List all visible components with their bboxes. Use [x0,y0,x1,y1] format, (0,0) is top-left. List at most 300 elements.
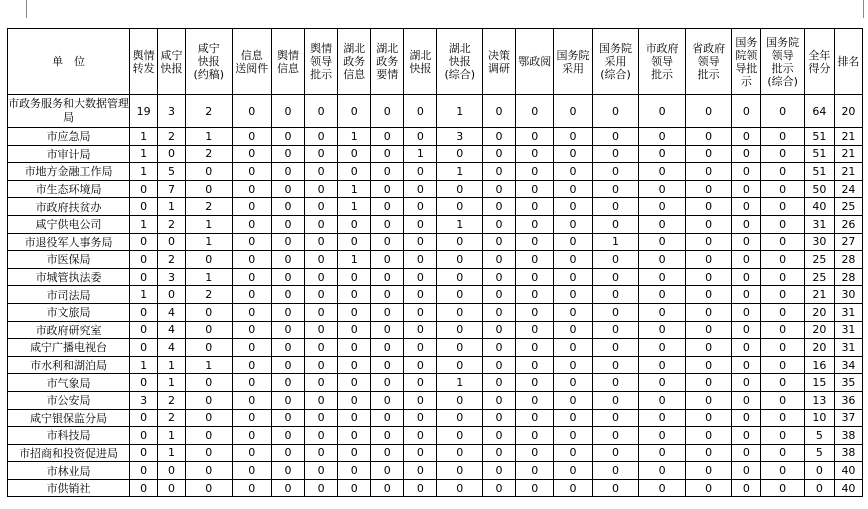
value-cell: 0 [305,303,338,321]
value-cell: 0 [761,479,804,497]
value-cell: 0 [516,145,554,163]
value-cell: 4 [158,303,186,321]
value-cell: 0 [437,286,483,304]
value-cell: 0 [804,479,834,497]
value-cell: 0 [554,268,592,286]
value-cell: 0 [271,145,304,163]
value-cell: 19 [130,95,158,128]
value-cell: 0 [483,145,516,163]
value-cell: 0 [437,180,483,198]
value-cell: 0 [639,233,686,251]
table-row [8,215,863,233]
value-cell: 0 [130,180,158,198]
value-cell: 0 [592,462,639,480]
value-cell: 0 [305,462,338,480]
value-cell: 0 [732,427,761,445]
value-cell: 0 [404,321,437,339]
value-cell: 0 [639,339,686,357]
value-cell: 1 [158,444,186,462]
value-cell: 0 [761,145,804,163]
value-cell: 13 [804,391,834,409]
value-cell: 0 [305,268,338,286]
value-cell: 0 [158,286,186,304]
value-cell: 0 [338,462,371,480]
value-cell: 0 [554,128,592,146]
table-row [8,479,863,497]
value-cell: 0 [761,215,804,233]
value-cell: 5 [158,163,186,181]
value-cell: 0 [554,391,592,409]
value-cell: 0 [639,479,686,497]
value-cell: 50 [804,180,834,198]
value-cell: 0 [761,356,804,374]
value-cell: 0 [338,95,371,128]
value-cell: 0 [271,479,304,497]
value-cell: 0 [554,462,592,480]
value-cell: 0 [271,286,304,304]
value-cell: 1 [186,215,233,233]
value-cell: 0 [732,251,761,269]
value-cell: 0 [371,268,404,286]
value-cell: 0 [338,145,371,163]
value-cell: 0 [437,409,483,427]
value-cell: 0 [761,163,804,181]
value-cell: 0 [685,215,732,233]
value-cell: 0 [404,286,437,304]
value-cell: 1 [338,128,371,146]
unit-name-cell: 市城管执法委 [8,268,130,286]
table-row [8,251,863,269]
value-cell: 0 [761,339,804,357]
value-cell: 0 [130,251,158,269]
value-cell: 0 [130,321,158,339]
value-cell: 1 [437,163,483,181]
value-cell: 0 [554,198,592,216]
value-cell: 0 [554,356,592,374]
table-row [8,444,863,462]
value-cell: 1 [437,95,483,128]
value-cell: 0 [685,462,732,480]
value-cell: 0 [732,479,761,497]
column-header: 湖北 政务 要情 [371,29,404,95]
value-cell: 0 [232,303,271,321]
unit-name-cell: 市文旅局 [8,303,130,321]
value-cell: 1 [437,374,483,392]
value-cell: 0 [305,479,338,497]
value-cell: 0 [158,462,186,480]
table-row [8,163,863,181]
value-cell: 0 [338,215,371,233]
table-row [8,356,863,374]
value-cell: 0 [592,427,639,445]
value-cell: 2 [158,409,186,427]
value-cell: 0 [516,409,554,427]
value-cell: 0 [554,251,592,269]
value-cell: 0 [685,286,732,304]
value-cell: 0 [305,356,338,374]
value-cell: 31 [834,339,862,357]
value-cell: 7 [158,180,186,198]
value-cell: 0 [186,391,233,409]
value-cell: 1 [404,145,437,163]
value-cell: 0 [554,444,592,462]
value-cell: 0 [516,180,554,198]
value-cell: 0 [271,427,304,445]
value-cell: 27 [834,233,862,251]
value-cell: 37 [834,409,862,427]
value-cell: 0 [761,286,804,304]
value-cell: 0 [592,479,639,497]
value-cell: 2 [158,128,186,146]
value-cell: 0 [305,95,338,128]
column-header: 国务院 采用 [554,29,592,95]
value-cell: 0 [483,286,516,304]
value-cell: 0 [592,444,639,462]
value-cell: 1 [158,374,186,392]
value-cell: 0 [761,251,804,269]
column-header: 舆情 信息 [271,29,304,95]
value-cell: 1 [186,356,233,374]
value-cell: 0 [592,251,639,269]
value-cell: 0 [371,128,404,146]
table-row [8,198,863,216]
value-cell: 0 [732,374,761,392]
value-cell: 0 [338,479,371,497]
table-row [8,427,863,445]
value-cell: 21 [834,145,862,163]
value-cell: 0 [305,251,338,269]
value-cell: 0 [371,409,404,427]
value-cell: 0 [554,145,592,163]
value-cell: 0 [338,391,371,409]
value-cell: 0 [232,180,271,198]
value-cell: 0 [516,321,554,339]
value-cell: 0 [232,356,271,374]
table-row [8,391,863,409]
value-cell: 0 [639,391,686,409]
value-cell: 0 [516,198,554,216]
value-cell: 0 [404,180,437,198]
unit-name-cell: 市公安局 [8,391,130,409]
value-cell: 0 [483,303,516,321]
value-cell: 1 [437,215,483,233]
value-cell: 0 [554,479,592,497]
value-cell: 3 [437,128,483,146]
column-header: 湖北 政务 信息 [338,29,371,95]
value-cell: 0 [685,391,732,409]
value-cell: 0 [804,462,834,480]
value-cell: 20 [804,303,834,321]
value-cell: 0 [554,321,592,339]
column-header: 舆情 转发 [130,29,158,95]
value-cell: 0 [685,427,732,445]
value-cell: 0 [592,286,639,304]
header-row [8,29,863,95]
value-cell: 0 [483,180,516,198]
value-cell: 31 [834,321,862,339]
value-cell: 0 [338,233,371,251]
value-cell: 0 [732,303,761,321]
value-cell: 0 [483,374,516,392]
value-cell: 0 [371,427,404,445]
value-cell: 0 [371,251,404,269]
value-cell: 0 [338,409,371,427]
value-cell: 0 [437,233,483,251]
value-cell: 0 [186,462,233,480]
value-cell: 0 [761,233,804,251]
value-cell: 0 [554,233,592,251]
value-cell: 0 [639,251,686,269]
value-cell: 0 [271,180,304,198]
value-cell: 0 [371,321,404,339]
value-cell: 0 [404,303,437,321]
value-cell: 2 [158,391,186,409]
value-cell: 0 [483,163,516,181]
value-cell: 51 [804,163,834,181]
unit-name-cell: 市应急局 [8,128,130,146]
value-cell: 0 [271,391,304,409]
value-cell: 0 [685,321,732,339]
column-header: 信息 送阅件 [232,29,271,95]
value-cell: 0 [371,215,404,233]
table-row [8,268,863,286]
value-cell: 0 [761,321,804,339]
value-cell: 1 [338,251,371,269]
value-cell: 0 [437,321,483,339]
value-cell: 0 [371,444,404,462]
value-cell: 0 [639,444,686,462]
page-margin-mark-right [863,0,864,18]
value-cell: 31 [834,303,862,321]
value-cell: 0 [338,427,371,445]
value-cell: 1 [130,215,158,233]
value-cell: 1 [130,356,158,374]
value-cell: 0 [371,286,404,304]
value-cell: 0 [338,268,371,286]
value-cell: 5 [804,444,834,462]
value-cell: 0 [732,180,761,198]
value-cell: 0 [592,128,639,146]
value-cell: 0 [271,268,304,286]
value-cell: 0 [685,198,732,216]
table-row [8,462,863,480]
value-cell: 0 [483,356,516,374]
value-cell: 0 [592,163,639,181]
column-header: 咸宁 快报 [158,29,186,95]
value-cell: 1 [186,268,233,286]
value-cell: 40 [834,462,862,480]
value-cell: 0 [554,409,592,427]
value-cell: 0 [371,479,404,497]
value-cell: 0 [685,233,732,251]
value-cell: 0 [232,444,271,462]
value-cell: 0 [516,233,554,251]
value-cell: 0 [761,128,804,146]
value-cell: 0 [305,145,338,163]
value-cell: 26 [834,215,862,233]
value-cell: 0 [516,251,554,269]
value-cell: 0 [232,95,271,128]
value-cell: 51 [804,128,834,146]
column-header: 国务院 领导 批示 (综合) [761,29,804,95]
value-cell: 0 [761,303,804,321]
value-cell: 0 [732,391,761,409]
value-cell: 0 [483,427,516,445]
value-cell: 1 [338,198,371,216]
value-cell: 0 [232,321,271,339]
value-cell: 0 [130,462,158,480]
value-cell: 36 [834,391,862,409]
value-cell: 0 [186,339,233,357]
value-cell: 0 [271,444,304,462]
value-cell: 25 [804,268,834,286]
value-cell: 2 [186,286,233,304]
value-cell: 10 [804,409,834,427]
value-cell: 0 [232,145,271,163]
value-cell: 0 [371,145,404,163]
unit-name-cell: 市政府扶贫办 [8,198,130,216]
value-cell: 38 [834,427,862,445]
value-cell: 0 [483,391,516,409]
column-header: 鄂政阅 [516,29,554,95]
value-cell: 1 [130,128,158,146]
value-cell: 1 [130,163,158,181]
value-cell: 0 [271,321,304,339]
value-cell: 0 [305,374,338,392]
value-cell: 51 [804,145,834,163]
value-cell: 0 [554,427,592,445]
value-cell: 0 [483,251,516,269]
value-cell: 0 [639,374,686,392]
value-cell: 0 [685,339,732,357]
column-header: 单 位 [8,29,130,95]
value-cell: 0 [761,374,804,392]
value-cell: 0 [305,321,338,339]
value-cell: 0 [685,95,732,128]
value-cell: 3 [158,268,186,286]
value-cell: 0 [639,286,686,304]
value-cell: 0 [639,145,686,163]
value-cell: 0 [158,145,186,163]
value-cell: 0 [371,198,404,216]
value-cell: 0 [685,409,732,427]
value-cell: 0 [685,163,732,181]
value-cell: 0 [338,286,371,304]
value-cell: 0 [404,163,437,181]
value-cell: 0 [639,409,686,427]
value-cell: 0 [371,233,404,251]
value-cell: 0 [592,409,639,427]
value-cell: 2 [186,145,233,163]
unit-name-cell: 市水利和湖泊局 [8,356,130,374]
value-cell: 0 [516,215,554,233]
value-cell: 0 [130,339,158,357]
value-cell: 0 [305,233,338,251]
value-cell: 30 [804,233,834,251]
value-cell: 0 [371,303,404,321]
value-cell: 0 [592,321,639,339]
value-cell: 3 [158,95,186,128]
value-cell: 0 [592,303,639,321]
value-cell: 0 [761,462,804,480]
unit-name-cell: 市生态环境局 [8,180,130,198]
unit-name-cell: 市医保局 [8,251,130,269]
value-cell: 0 [592,198,639,216]
value-cell: 0 [404,391,437,409]
value-cell: 0 [305,128,338,146]
value-cell: 0 [232,163,271,181]
table-row [8,233,863,251]
value-cell: 0 [761,180,804,198]
value-cell: 0 [404,215,437,233]
value-cell: 0 [271,163,304,181]
value-cell: 0 [338,374,371,392]
value-cell: 1 [186,128,233,146]
value-cell: 0 [437,427,483,445]
value-cell: 0 [639,356,686,374]
value-cell: 0 [305,339,338,357]
table-row [8,128,863,146]
value-cell: 0 [516,268,554,286]
value-cell: 0 [685,128,732,146]
value-cell: 0 [130,198,158,216]
value-cell: 2 [186,198,233,216]
value-cell: 0 [732,128,761,146]
value-cell: 0 [186,409,233,427]
value-cell: 0 [271,233,304,251]
value-cell: 0 [732,215,761,233]
value-cell: 0 [554,339,592,357]
value-cell: 0 [232,198,271,216]
column-header: 国务院 采用 (综合) [592,29,639,95]
value-cell: 0 [639,462,686,480]
value-cell: 0 [130,409,158,427]
value-cell: 0 [338,444,371,462]
value-cell: 0 [371,339,404,357]
value-cell: 0 [232,128,271,146]
value-cell: 0 [761,391,804,409]
value-cell: 0 [271,95,304,128]
value-cell: 0 [592,215,639,233]
value-cell: 30 [834,286,862,304]
value-cell: 0 [271,215,304,233]
value-cell: 3 [130,391,158,409]
value-cell: 0 [516,374,554,392]
table-body [8,95,863,497]
unit-name-cell: 市司法局 [8,286,130,304]
value-cell: 0 [232,339,271,357]
value-cell: 0 [592,180,639,198]
value-cell: 0 [483,95,516,128]
value-cell: 0 [130,479,158,497]
table-row [8,145,863,163]
value-cell: 0 [271,303,304,321]
value-cell: 0 [186,303,233,321]
value-cell: 0 [685,180,732,198]
value-cell: 0 [404,95,437,128]
value-cell: 0 [271,356,304,374]
value-cell: 0 [371,180,404,198]
value-cell: 0 [483,128,516,146]
value-cell: 0 [232,391,271,409]
value-cell: 0 [685,145,732,163]
value-cell: 1 [130,286,158,304]
value-cell: 1 [338,180,371,198]
value-cell: 21 [804,286,834,304]
value-cell: 0 [232,374,271,392]
value-cell: 0 [232,427,271,445]
value-cell: 0 [483,339,516,357]
